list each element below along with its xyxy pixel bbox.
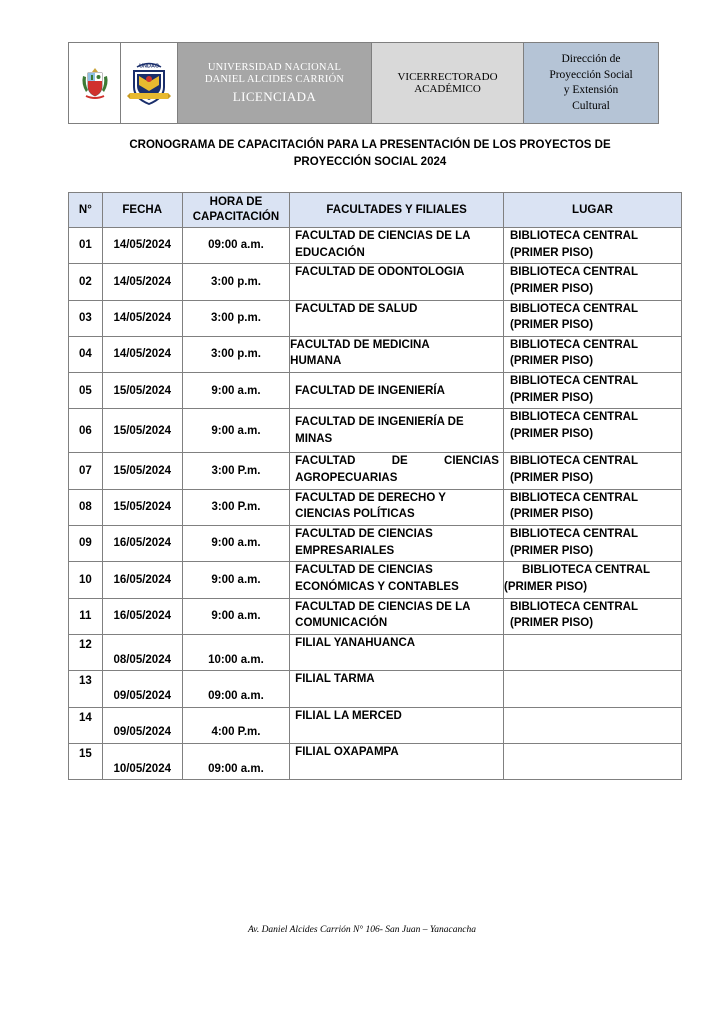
row-facultad bbox=[290, 264, 504, 300]
row-hora: 4:00 P.m. bbox=[182, 707, 289, 743]
facultad-line1: FACULTAD DE CIENCIAS bbox=[295, 564, 433, 577]
peru-coat-of-arms-logo bbox=[69, 43, 121, 123]
row-fecha: 10/05/2024 bbox=[102, 743, 182, 779]
row-facultad bbox=[290, 300, 504, 336]
lugar-line2: (PRIMER PISO) bbox=[509, 246, 594, 259]
row-num: 04 bbox=[69, 336, 103, 372]
row-hora: 9:00 a.m. bbox=[182, 562, 289, 598]
header-hora-line2: CAPACITACIÓN bbox=[192, 211, 280, 223]
row-fecha: 14/05/2024 bbox=[102, 300, 182, 336]
row-fecha: 14/05/2024 bbox=[102, 264, 182, 300]
row-hora: 3:00 p.m. bbox=[182, 300, 289, 336]
header-hora-line1: HORA DE bbox=[209, 196, 263, 208]
direccion-line4: Cultural bbox=[572, 99, 610, 112]
row-hora: 3:00 P.m. bbox=[182, 489, 289, 525]
table-row bbox=[69, 409, 682, 453]
undac-logo-text: UNDAC bbox=[139, 63, 159, 70]
row-lugar bbox=[503, 634, 681, 670]
row-fecha: 15/05/2024 bbox=[102, 409, 182, 453]
lugar-line1 bbox=[504, 562, 681, 579]
vicerrectorado-line2: ACADÉMICO bbox=[414, 83, 481, 95]
facultad-line1: FILIAL OXAPAMPA bbox=[295, 745, 399, 758]
row-facultad bbox=[290, 634, 504, 670]
row-facultad bbox=[290, 336, 504, 372]
row-lugar bbox=[503, 707, 681, 743]
title-line2: PROYECCIÓN SOCIAL 2024 bbox=[293, 156, 447, 168]
row-fecha: 16/05/2024 bbox=[102, 598, 182, 634]
header-facultades: FACULTADES Y FILIALES bbox=[290, 193, 504, 228]
row-num: 03 bbox=[69, 300, 103, 336]
row-fecha: 14/05/2024 bbox=[102, 228, 182, 264]
lugar-line1: BIBLIOTECA CENTRAL bbox=[509, 600, 638, 613]
lugar-line2: (PRIMER PISO) bbox=[509, 319, 594, 332]
row-lugar bbox=[503, 671, 681, 707]
row-hora: 9:00 a.m. bbox=[182, 373, 289, 409]
header-lugar: LUGAR bbox=[503, 193, 681, 228]
facultad-word-2: DE bbox=[391, 455, 408, 468]
row-lugar bbox=[503, 489, 681, 525]
row-facultad bbox=[290, 707, 504, 743]
facultad-line2: CIENCIAS POLÍTICAS bbox=[295, 508, 415, 521]
table-row bbox=[69, 743, 682, 779]
lugar-line2: (PRIMER PISO) bbox=[509, 427, 594, 440]
row-fecha: 09/05/2024 bbox=[102, 671, 182, 707]
row-fecha: 16/05/2024 bbox=[102, 562, 182, 598]
direccion-block bbox=[524, 43, 658, 123]
row-facultad bbox=[290, 489, 504, 525]
lugar-line1-text: BIBLIOTECA CENTRAL bbox=[521, 564, 650, 577]
lugar-line2: (PRIMER PISO) bbox=[509, 544, 594, 557]
row-hora: 9:00 a.m. bbox=[182, 598, 289, 634]
row-lugar bbox=[503, 562, 681, 598]
table-row bbox=[69, 671, 682, 707]
facultad-word-3: CIENCIAS bbox=[444, 455, 499, 468]
footer-address: Av. Daniel Alcides Carrión N° 106- San Juan – Yanacancha bbox=[248, 925, 476, 935]
table-header-row bbox=[69, 193, 682, 228]
row-facultad bbox=[290, 743, 504, 779]
vicerrectorado-line1: VICERRECTORADO bbox=[397, 71, 498, 83]
row-facultad bbox=[290, 453, 504, 489]
row-hora: 3:00 p.m. bbox=[182, 264, 289, 300]
table-row bbox=[69, 562, 682, 598]
row-num: 05 bbox=[69, 373, 103, 409]
lugar-line1: BIBLIOTECA CENTRAL bbox=[509, 455, 638, 468]
vicerrectorado-block bbox=[372, 43, 524, 123]
facultad-line1: FILIAL YANAHUANCA bbox=[295, 636, 416, 649]
row-facultad bbox=[290, 671, 504, 707]
table-row bbox=[69, 526, 682, 562]
row-lugar bbox=[503, 526, 681, 562]
facultad-line1: FACULTAD DE SALUD bbox=[295, 302, 418, 315]
undac-shield-icon bbox=[127, 59, 171, 107]
lugar-line2: (PRIMER PISO) bbox=[509, 617, 594, 630]
lugar-line1: BIBLIOTECA CENTRAL bbox=[509, 375, 638, 388]
row-fecha: 08/05/2024 bbox=[102, 634, 182, 670]
row-fecha: 16/05/2024 bbox=[102, 526, 182, 562]
facultad-line2: AGROPECUARIAS bbox=[295, 471, 398, 484]
facultad-line1: FACULTAD DE CIENCIAS DE LA bbox=[295, 600, 471, 613]
facultad-line1: FILIAL LA MERCED bbox=[295, 709, 402, 722]
row-hora: 3:00 P.m. bbox=[182, 453, 289, 489]
facultad-line2: COMUNICACIÓN bbox=[295, 617, 388, 630]
row-fecha: 15/05/2024 bbox=[102, 489, 182, 525]
facultad-line1: FACULTAD DE CIENCIAS DE LA bbox=[295, 230, 471, 242]
document-header bbox=[68, 42, 659, 124]
row-num: 09 bbox=[69, 526, 103, 562]
lugar-line1: BIBLIOTECA CENTRAL bbox=[509, 266, 638, 279]
table-row bbox=[69, 598, 682, 634]
table-row bbox=[69, 373, 682, 409]
row-lugar bbox=[503, 453, 681, 489]
row-lugar bbox=[503, 264, 681, 300]
row-num: 13 bbox=[69, 671, 103, 707]
university-name-line2: DANIEL ALCIDES CARRIÓN bbox=[204, 73, 345, 85]
lugar-line1: BIBLIOTECA CENTRAL bbox=[509, 491, 638, 504]
table-row bbox=[69, 264, 682, 300]
lugar-line1: BIBLIOTECA CENTRAL bbox=[509, 411, 638, 424]
row-facultad bbox=[290, 409, 504, 453]
direccion-line2: Proyección Social bbox=[549, 68, 633, 81]
university-name-line1: UNIVERSIDAD NACIONAL bbox=[207, 61, 342, 73]
lugar-line2: (PRIMER PISO) bbox=[503, 580, 588, 593]
lugar-line1: BIBLIOTECA CENTRAL bbox=[509, 528, 638, 541]
row-lugar bbox=[503, 373, 681, 409]
table-row bbox=[69, 707, 682, 743]
row-facultad bbox=[290, 526, 504, 562]
document-title bbox=[100, 137, 640, 171]
row-facultad bbox=[290, 598, 504, 634]
row-fecha: 14/05/2024 bbox=[102, 336, 182, 372]
facultad-line1: FACULTAD DE DERECHO Y bbox=[295, 491, 446, 504]
lugar-line1: BIBLIOTECA CENTRAL bbox=[509, 338, 638, 351]
direccion-line3: y Extensión bbox=[563, 84, 619, 96]
facultad-line1 bbox=[295, 453, 499, 470]
row-hora: 9:00 a.m. bbox=[182, 526, 289, 562]
row-num: 02 bbox=[69, 264, 103, 300]
row-fecha: 15/05/2024 bbox=[102, 453, 182, 489]
row-lugar bbox=[503, 228, 681, 264]
lugar-line2: (PRIMER PISO) bbox=[509, 391, 594, 404]
row-hora: 3:00 p.m. bbox=[182, 336, 289, 372]
university-status: LICENCIADA bbox=[232, 88, 317, 104]
peru-coat-of-arms-icon bbox=[80, 66, 110, 100]
facultad-line1: FACULTAD DE MEDICINA bbox=[290, 338, 430, 351]
row-hora: 09:00 a.m. bbox=[182, 671, 289, 707]
lugar-line1: BIBLIOTECA CENTRAL bbox=[509, 230, 638, 242]
facultad-line2: HUMANA bbox=[290, 355, 342, 368]
direccion-line1: Dirección de bbox=[561, 53, 621, 65]
facultad-line2: EMPRESARIALES bbox=[295, 544, 395, 557]
row-num: 07 bbox=[69, 453, 103, 489]
row-num: 14 bbox=[69, 707, 103, 743]
lugar-line2: (PRIMER PISO) bbox=[509, 355, 594, 368]
row-num: 10 bbox=[69, 562, 103, 598]
row-lugar bbox=[503, 409, 681, 453]
facultad-line1: FACULTAD DE INGENIERÍA DE bbox=[295, 416, 464, 429]
row-num: 12 bbox=[69, 634, 103, 670]
row-lugar bbox=[503, 300, 681, 336]
row-facultad bbox=[290, 373, 504, 409]
row-hora: 10:00 a.m. bbox=[182, 634, 289, 670]
facultad-line1: FACULTAD DE INGENIERÍA bbox=[295, 384, 445, 397]
lugar-line2: (PRIMER PISO) bbox=[509, 508, 594, 521]
table-row bbox=[69, 300, 682, 336]
table-row bbox=[69, 228, 682, 264]
row-num: 01 bbox=[69, 228, 103, 264]
lugar-line2: (PRIMER PISO) bbox=[509, 282, 594, 295]
facultad-line1: FILIAL TARMA bbox=[295, 673, 375, 686]
row-hora: 9:00 a.m. bbox=[182, 409, 289, 453]
row-num: 06 bbox=[69, 409, 103, 453]
table-row bbox=[69, 453, 682, 489]
facultad-line1: FACULTAD DE ODONTOLOGIA bbox=[295, 266, 465, 279]
row-lugar bbox=[503, 743, 681, 779]
undac-logo bbox=[121, 43, 178, 123]
row-facultad bbox=[290, 562, 504, 598]
row-lugar bbox=[503, 598, 681, 634]
row-hora: 09:00 a.m. bbox=[182, 743, 289, 779]
lugar-line1: BIBLIOTECA CENTRAL bbox=[509, 302, 638, 315]
facultad-line2: MINAS bbox=[295, 432, 333, 445]
table-row bbox=[69, 336, 682, 372]
table-row bbox=[69, 634, 682, 670]
lugar-line2: (PRIMER PISO) bbox=[509, 471, 594, 484]
row-lugar bbox=[503, 336, 681, 372]
row-num: 11 bbox=[69, 598, 103, 634]
row-hora: 09:00 a.m. bbox=[182, 228, 289, 264]
facultad-line2: EDUCACIÓN bbox=[295, 246, 365, 259]
schedule-table bbox=[68, 192, 682, 780]
university-name-block bbox=[178, 43, 372, 123]
row-facultad bbox=[290, 228, 504, 264]
row-fecha: 15/05/2024 bbox=[102, 373, 182, 409]
header-num: N° bbox=[69, 193, 103, 228]
facultad-line1: FACULTAD DE CIENCIAS bbox=[295, 528, 433, 541]
title-line1: CRONOGRAMA DE CAPACITACIÓN PARA LA PRESENTACIÓN DE LOS PROYECTOS DE bbox=[129, 139, 611, 151]
row-num: 08 bbox=[69, 489, 103, 525]
facultad-word-1: FACULTAD bbox=[295, 455, 356, 468]
facultad-line2: ECONÓMICAS Y CONTABLES bbox=[295, 580, 459, 593]
row-num: 15 bbox=[69, 743, 103, 779]
header-hora bbox=[182, 193, 289, 228]
header-fecha: FECHA bbox=[102, 193, 182, 228]
row-fecha: 09/05/2024 bbox=[102, 707, 182, 743]
table-row bbox=[69, 489, 682, 525]
